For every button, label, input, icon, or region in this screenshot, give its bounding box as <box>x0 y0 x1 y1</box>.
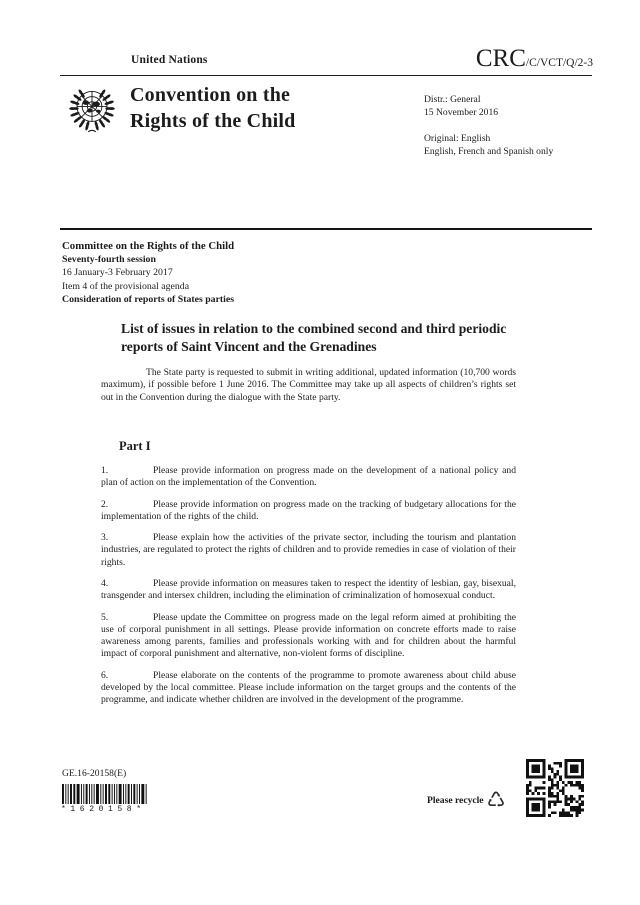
session-number: Seventy-fourth session <box>62 254 156 266</box>
barcode-text: *1620158* <box>61 805 146 814</box>
section-rule <box>60 228 592 230</box>
paragraph-number: 2. <box>101 498 109 510</box>
paragraph-number: 5. <box>101 611 109 623</box>
agenda-item: Item 4 of the provisional agenda <box>62 280 190 292</box>
part-heading: Part I <box>119 439 151 453</box>
paragraph-3 <box>101 532 516 568</box>
paragraph-text: Please provide information on measures taken to respect the identity of lesbian, gay, bisexual, transgender and intersex children, including the elimination of criminalization of homosexual conduct. <box>101 578 516 602</box>
paragraph-text: Please explain how the activities of the private sector, including the tourism and plantation industries, are regulated to protect the rights of children and to provide remedies in case of violation of their rights. <box>101 532 516 568</box>
paragraph-text: Please elaborate on the contents of the programme to promote awareness about child abuse developed by the local committee. Please include information on the target groups and the contents of the programme, and indicate whether children are involved in the development of the programme. <box>101 669 516 705</box>
paragraph-number: 6. <box>101 669 109 681</box>
paragraph-number: 1. <box>101 465 109 476</box>
doc-symbol <box>476 46 593 72</box>
paragraph-number: 4. <box>101 578 109 590</box>
paragraph-text: Please update the Committee on progress made on the legal reform aimed at prohibiting the use of corporal punishment in all settings. Please provide information on concrete efforts made to raise awareness among parents, families and professionals working with and for children about the harmful impact of corporal punishment and alternative, non-violent forms of discipline. <box>101 611 516 660</box>
paragraph-text: Please provide information on progress made on the tracking of budgetary allocations for the implementation of the rights of the child. <box>101 498 516 522</box>
paragraph-text: Please provide information on progress made on the development of a national policy and plan of action on the implementation of the Convention. <box>101 465 516 489</box>
date-line: 15 November 2016 <box>424 107 499 118</box>
recycle-label: Please recycle <box>427 794 484 806</box>
committee-name: Committee on the Rights of the Child <box>62 240 235 252</box>
header-rule <box>60 75 592 76</box>
paragraph-1 <box>101 465 516 489</box>
org-name: United Nations <box>131 54 208 66</box>
doc-symbol-main: CRC <box>475 45 526 72</box>
distribution-info <box>424 93 553 158</box>
numbered-paragraphs <box>101 465 516 716</box>
paragraph-6 <box>101 670 516 706</box>
distr-line: Distr.: General <box>424 94 481 105</box>
doc-symbol-suffix: /C/VCT/Q/2-3 <box>525 57 593 69</box>
agenda-title: Consideration of reports of States parties <box>62 293 235 305</box>
paragraph-number: 3. <box>101 532 109 544</box>
spacer <box>424 119 553 132</box>
languages-line: English, French and Spanish only <box>424 146 554 157</box>
barcode-icon <box>62 784 148 804</box>
recycle-icon: ♺ <box>486 788 506 812</box>
banner-line2: Rights of the Child <box>130 109 296 132</box>
session-block <box>62 240 234 306</box>
paragraph-5 <box>101 612 516 660</box>
banner-line1: Convention on the <box>130 84 291 106</box>
intro-paragraph: The State party is requested to submit in writing additional, updated information (10,700 words maximum), if possible before 1 June 2016. The Committee may take up all aspects of children’s rights set out in the Convention during the dialogue with the State party. <box>101 367 516 403</box>
un-emblem-icon <box>62 81 122 145</box>
paragraph-2 <box>101 499 516 523</box>
page-title: List of issues in relation to the combined second and third periodic reports of Saint Vincent and the Grenadines <box>121 321 507 354</box>
recycle-note <box>427 789 505 811</box>
ge-document-number: GE.16-20158(E) <box>62 768 127 779</box>
qr-code-icon <box>526 759 584 817</box>
original-language-line: Original: English <box>424 133 491 144</box>
document-title-banner <box>130 83 296 134</box>
session-dates: 16 January-3 February 2017 <box>62 267 173 279</box>
paragraph-4 <box>101 578 516 602</box>
